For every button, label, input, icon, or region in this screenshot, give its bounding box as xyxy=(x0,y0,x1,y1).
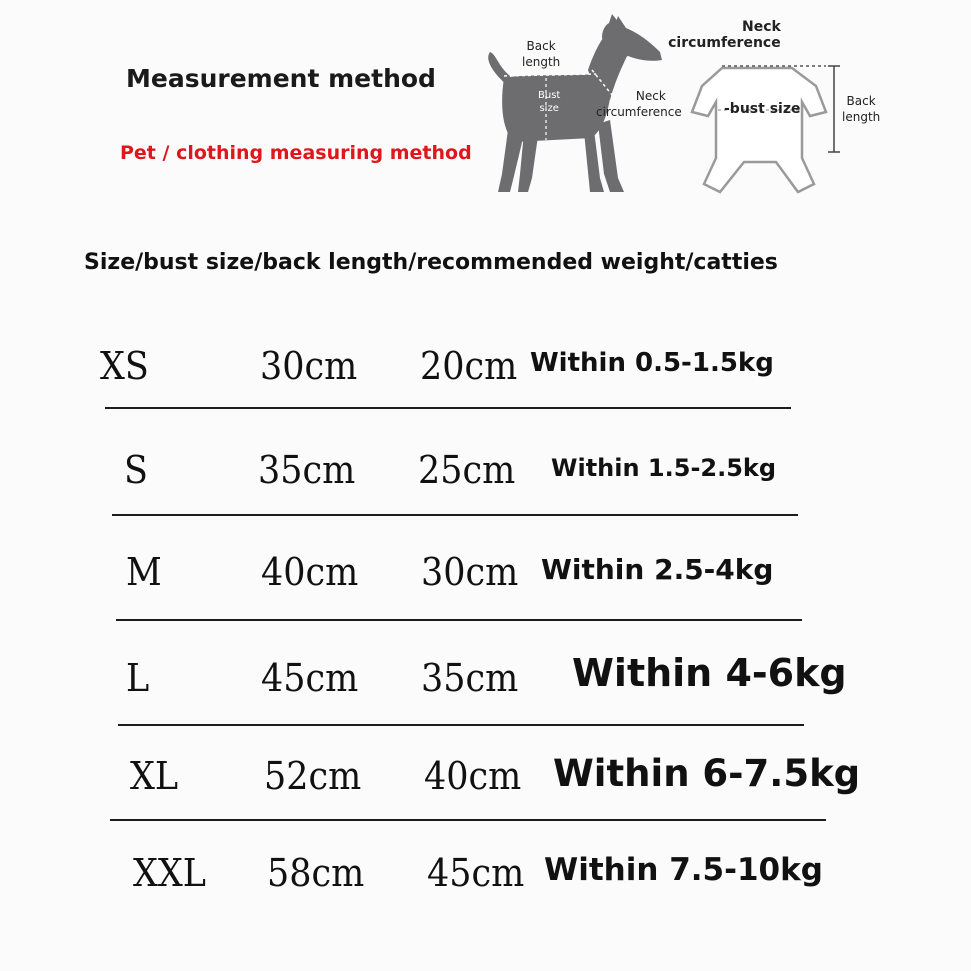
garment-back-length-label xyxy=(842,93,880,125)
size-cell: L xyxy=(126,656,150,700)
weight-cell: Within 7.5-10kg xyxy=(544,852,823,888)
row-divider xyxy=(116,619,802,621)
garment-diagram xyxy=(686,54,846,200)
weight-cell: Within 1.5-2.5kg xyxy=(551,454,777,482)
size-cell: XS xyxy=(100,344,149,388)
dog-bust-size-line1: Bust xyxy=(538,90,561,101)
row-divider xyxy=(112,514,798,516)
dog-back-length-line1: Back xyxy=(526,39,556,53)
size-cell: XL xyxy=(130,754,179,798)
weight-cell: Within 2.5-4kg xyxy=(541,553,774,586)
row-divider xyxy=(105,407,791,409)
dog-back-length-label xyxy=(522,38,560,70)
garment-neck-label xyxy=(668,19,781,51)
bust-cell: 45cm xyxy=(261,656,359,700)
back-cell: 45cm xyxy=(427,851,525,895)
dog-back-length-line2: length xyxy=(522,55,561,69)
dog-neck-line1: Neck xyxy=(635,89,666,103)
back-cell: 20cm xyxy=(420,344,518,388)
size-table-title: Size/bust size/back length/recommended weight/catties xyxy=(84,250,778,275)
bust-cell: 40cm xyxy=(261,550,359,594)
back-cell: 25cm xyxy=(418,448,516,492)
weight-cell: Within 4-6kg xyxy=(572,651,847,695)
size-cell: S xyxy=(124,448,148,492)
weight-cell: Within 0.5-1.5kg xyxy=(530,348,774,378)
page-title: Measurement method xyxy=(126,64,436,93)
weight-cell: Within 6-7.5kg xyxy=(553,752,861,795)
garment-neck-line2: circumference xyxy=(668,35,781,51)
dog-neck-label xyxy=(596,88,682,120)
garment-bust-label: -bust size xyxy=(724,101,801,117)
dog-bust-size-line2: size xyxy=(539,103,559,114)
garment-neck-line1: Neck xyxy=(742,19,781,35)
bust-cell: 52cm xyxy=(264,754,362,798)
back-cell: 30cm xyxy=(421,550,519,594)
back-cell: 35cm xyxy=(421,656,519,700)
bust-cell: 58cm xyxy=(267,851,365,895)
dog-neck-line2: circumference xyxy=(596,105,682,119)
back-cell: 40cm xyxy=(424,754,522,798)
bust-cell: 30cm xyxy=(260,344,358,388)
row-divider xyxy=(118,724,804,726)
size-cell: M xyxy=(126,550,162,594)
dog-bust-size-label xyxy=(538,89,560,115)
garment-back-length-line2: length xyxy=(842,110,881,124)
bust-cell: 35cm xyxy=(258,448,356,492)
garment-back-length-line1: Back xyxy=(846,94,876,108)
page-subtitle: Pet / clothing measuring method xyxy=(120,142,472,164)
size-cell: XXL xyxy=(133,851,206,895)
row-divider xyxy=(110,819,826,821)
garment-icon xyxy=(692,68,826,192)
